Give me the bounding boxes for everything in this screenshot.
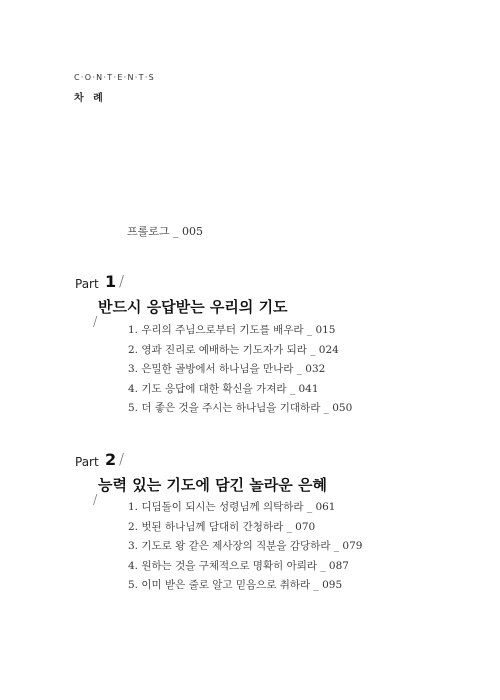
chapter-item[interactable]: 5. 더 좋은 것을 주시는 하나님을 기대하라 _ 050 [128, 402, 353, 414]
part-1-heading [75, 272, 435, 294]
chapter-item[interactable]: 3. 은밀한 골방에서 하나님을 만나라 _ 032 [128, 363, 326, 375]
part-1-title[interactable]: 반드시 응답받는 우리의 기도 [98, 298, 288, 316]
chapter-item[interactable]: 1. 우리의 주님으로부터 기도를 배우라 _ 015 [128, 324, 336, 336]
slash-divider: / [119, 272, 125, 290]
contents-label: C·O·N·T·E·N·T·S [74, 73, 156, 82]
part-number: 2 [105, 450, 117, 469]
chapter-item[interactable]: 2. 영과 진리로 예배하는 기도자가 되라 _ 024 [128, 343, 339, 356]
chapter-item[interactable]: 1. 디딤돌이 되시는 성령님께 의탁하라 _ 061 [128, 501, 336, 513]
part-2-heading [75, 450, 435, 472]
part-2-chapter-list [128, 498, 362, 596]
slash-divider: / [93, 315, 98, 330]
slash-divider: / [93, 493, 98, 508]
part-1 [75, 272, 435, 414]
chapter-item[interactable]: 3. 기도로 왕 같은 제사장의 직분을 감당하라 _ 079 [128, 540, 363, 552]
chapter-item[interactable]: 5. 이미 받은 줄로 알고 믿음으로 취하라 _ 095 [128, 579, 343, 591]
part-2 [75, 450, 435, 591]
part-1-chapter-list [128, 321, 352, 419]
chapter-item[interactable]: 2. 벗된 하나님께 담대히 간청하라 _ 070 [128, 520, 316, 533]
part-label: Part [75, 277, 99, 291]
chapter-item[interactable]: 4. 기도 응답에 대한 확신을 가져라 _ 041 [128, 382, 319, 395]
part-label: Part [75, 455, 99, 469]
slash-divider: / [119, 450, 125, 468]
prologue-entry[interactable]: 프롤로그 _ 005 [127, 225, 203, 238]
chapter-item[interactable]: 4. 원하는 것을 구체적으로 명확히 아뢰라 _ 087 [128, 559, 349, 572]
page-title: 차 례 [74, 93, 106, 104]
part-2-title[interactable]: 능력 있는 기도에 담긴 놀라운 은혜 [98, 476, 327, 494]
part-number: 1 [105, 272, 117, 291]
